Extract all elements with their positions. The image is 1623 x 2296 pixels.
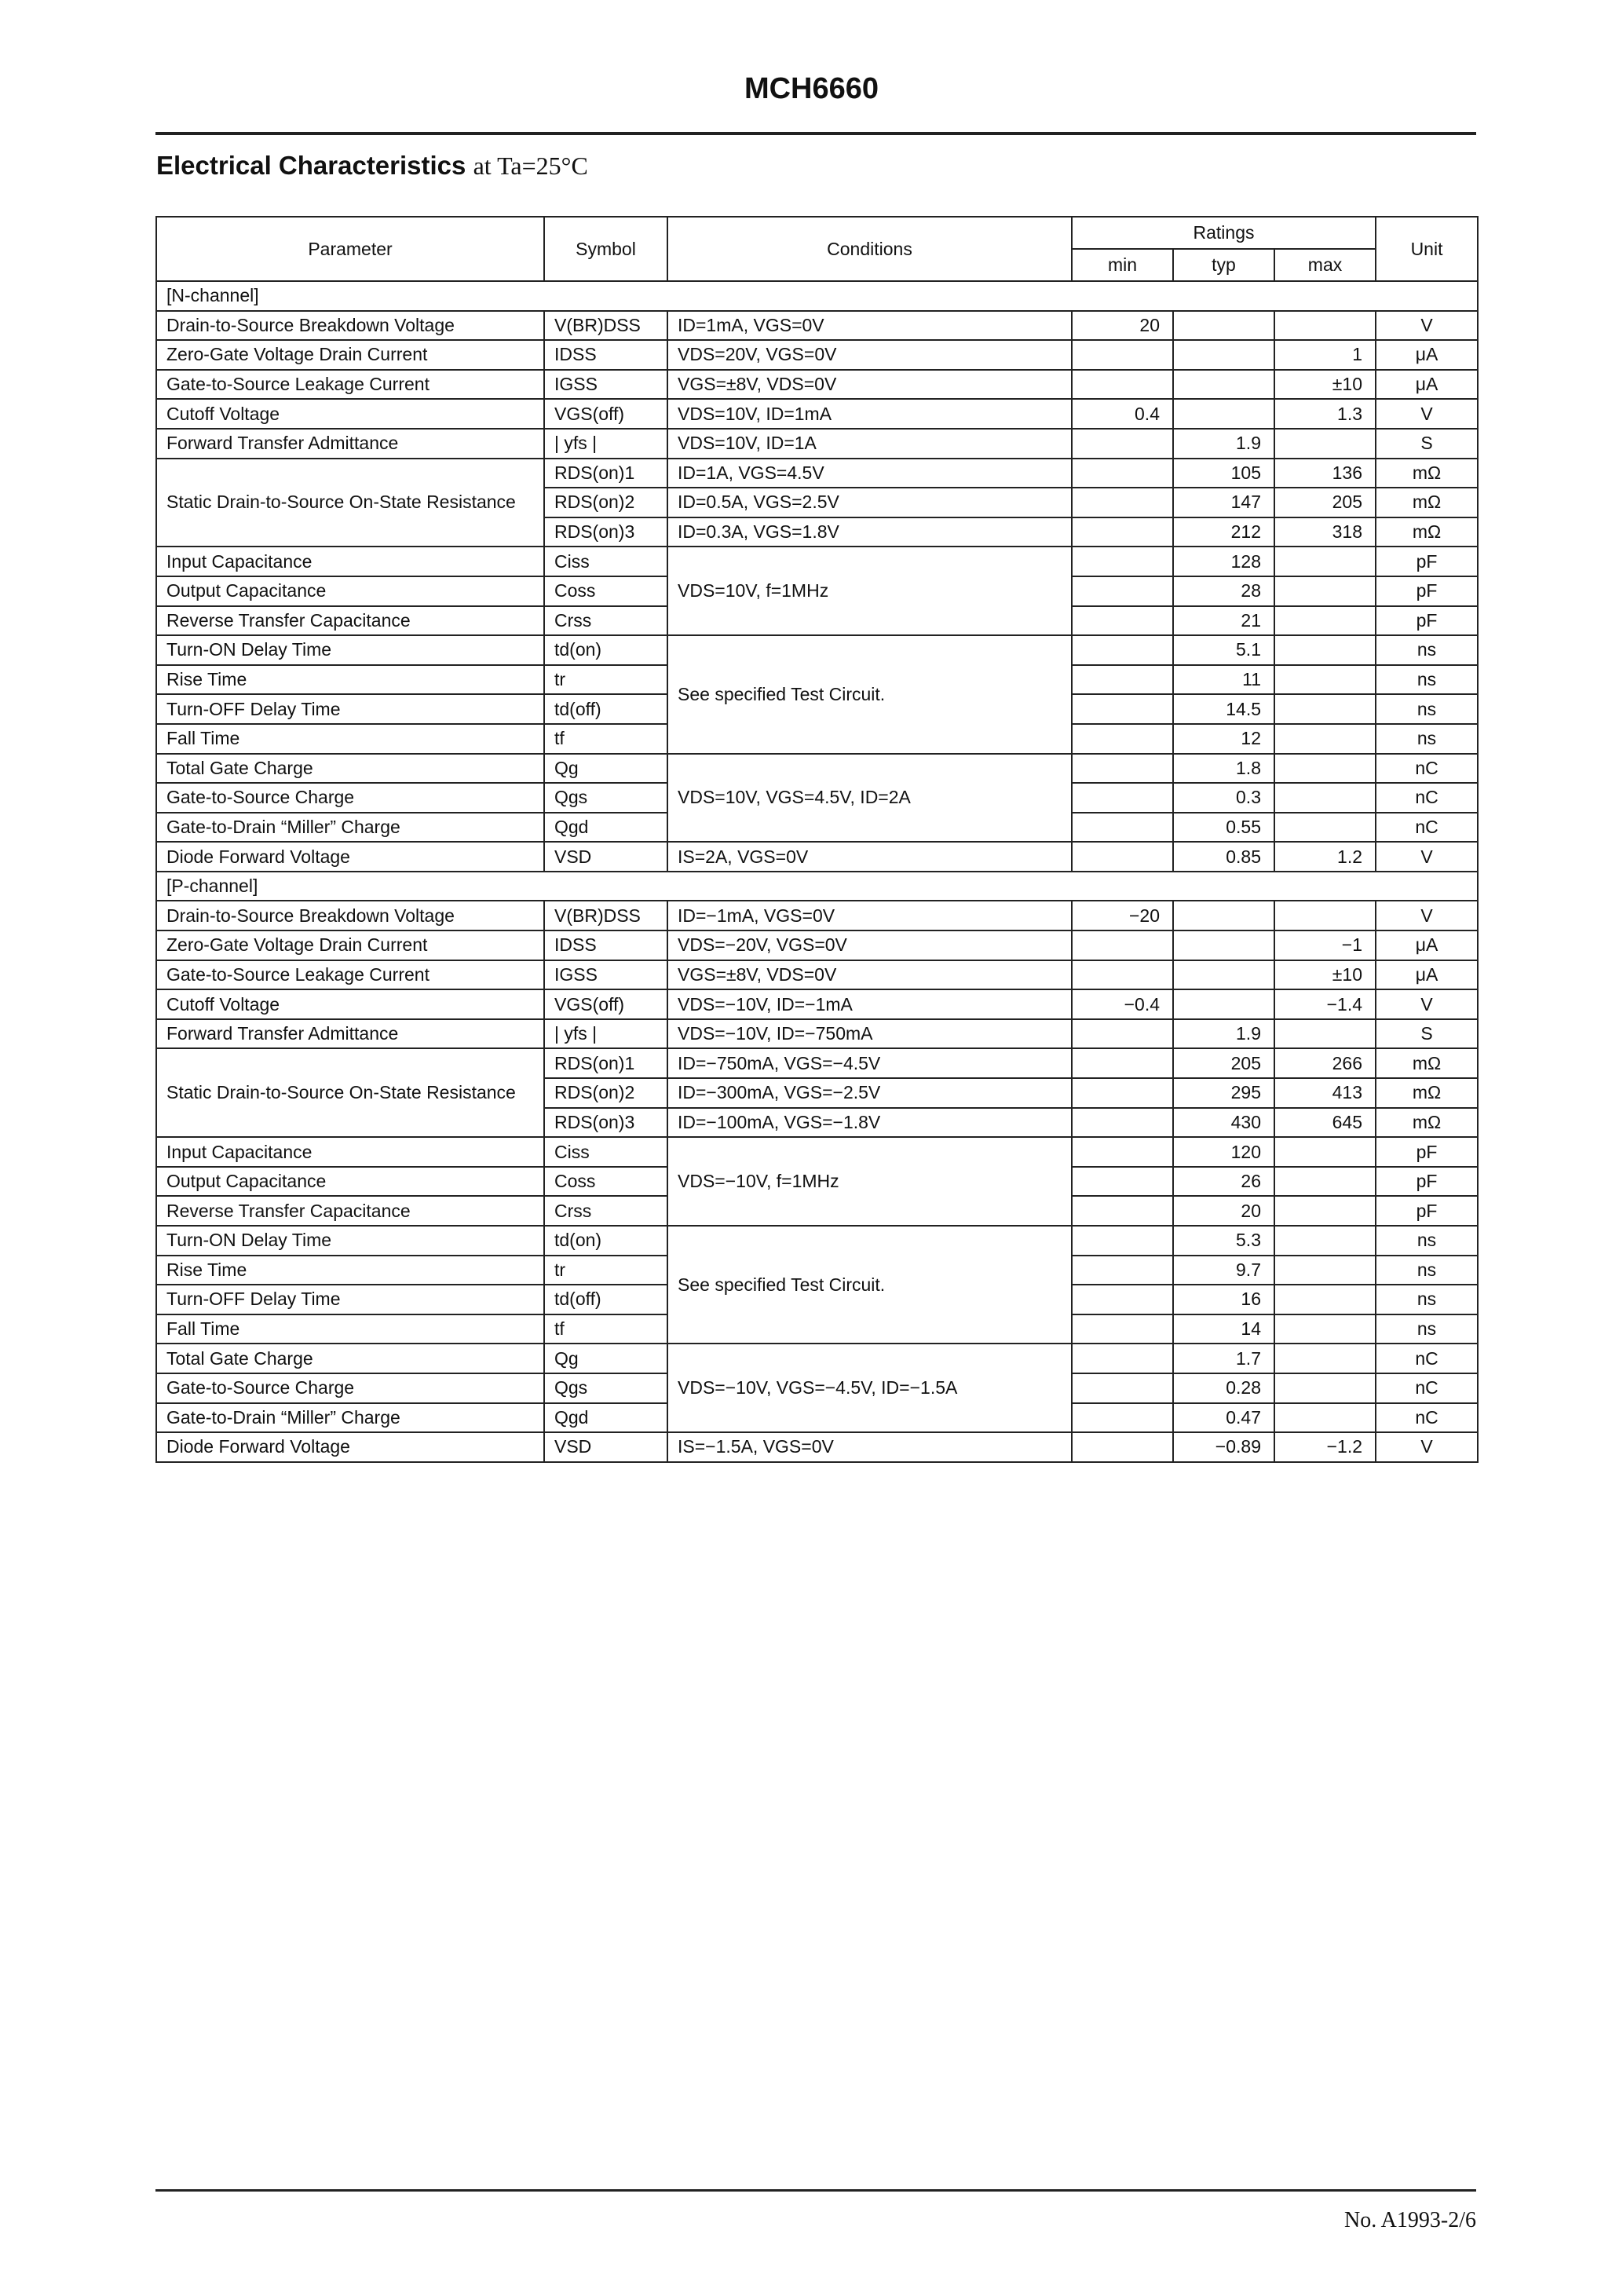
cell-parameter: Gate-to-Drain “Miller” Charge xyxy=(156,813,544,843)
table-row xyxy=(156,635,1478,665)
cell-max xyxy=(1274,665,1376,695)
cell-max xyxy=(1274,311,1376,341)
cell-max xyxy=(1274,1373,1376,1403)
header-parameter: Parameter xyxy=(156,217,544,281)
cell-max: 413 xyxy=(1274,1078,1376,1108)
cell-parameter: Zero-Gate Voltage Drain Current xyxy=(156,340,544,370)
cell-typ xyxy=(1173,340,1274,370)
cell-max xyxy=(1274,783,1376,813)
cell-symbol: td(on) xyxy=(544,635,667,665)
table-row xyxy=(156,340,1478,370)
table-row xyxy=(156,930,1478,960)
cell-min xyxy=(1072,960,1173,990)
cell-conditions: VDS=−10V, VGS=−4.5V, ID=−1.5A xyxy=(667,1344,1072,1432)
table-row xyxy=(156,399,1478,429)
table-row xyxy=(156,547,1478,576)
table-row xyxy=(156,901,1478,930)
table-row xyxy=(156,1432,1478,1462)
cell-max xyxy=(1274,1019,1376,1049)
cell-unit: mΩ xyxy=(1376,1048,1478,1078)
cell-unit: V xyxy=(1376,1432,1478,1462)
cell-typ: 1.9 xyxy=(1173,1019,1274,1049)
header-max: max xyxy=(1274,249,1376,281)
cell-typ: 9.7 xyxy=(1173,1256,1274,1285)
cell-max: −1.2 xyxy=(1274,1432,1376,1462)
cell-symbol: VSD xyxy=(544,842,667,872)
cell-typ: 147 xyxy=(1173,488,1274,517)
cell-min: 0.4 xyxy=(1072,399,1173,429)
cell-typ xyxy=(1173,311,1274,341)
cell-min xyxy=(1072,694,1173,724)
cell-typ: −0.89 xyxy=(1173,1432,1274,1462)
cell-min xyxy=(1072,1314,1173,1344)
cell-min xyxy=(1072,754,1173,784)
cell-min xyxy=(1072,1167,1173,1197)
cell-symbol: Coss xyxy=(544,1167,667,1197)
table-row xyxy=(156,311,1478,341)
cell-max xyxy=(1274,576,1376,606)
cell-unit: V xyxy=(1376,842,1478,872)
cell-conditions: ID=−300mA, VGS=−2.5V xyxy=(667,1078,1072,1108)
section-label: [N-channel] xyxy=(156,281,1478,311)
cell-max xyxy=(1274,694,1376,724)
cell-max xyxy=(1274,635,1376,665)
cell-parameter: Gate-to-Source Charge xyxy=(156,783,544,813)
table-row xyxy=(156,960,1478,990)
cell-unit: S xyxy=(1376,1019,1478,1049)
cell-parameter: Fall Time xyxy=(156,724,544,754)
cell-max: 318 xyxy=(1274,517,1376,547)
cell-typ: 0.3 xyxy=(1173,783,1274,813)
table-row xyxy=(156,370,1478,400)
cell-parameter: Rise Time xyxy=(156,1256,544,1285)
cell-unit: pF xyxy=(1376,606,1478,636)
cell-min xyxy=(1072,1196,1173,1226)
section-row xyxy=(156,281,1478,311)
cell-conditions: IS=2A, VGS=0V xyxy=(667,842,1072,872)
table-body xyxy=(156,281,1478,1462)
cell-max xyxy=(1274,1314,1376,1344)
cell-min: 20 xyxy=(1072,311,1173,341)
header-typ: typ xyxy=(1173,249,1274,281)
cell-parameter: Static Drain-to-Source On-State Resistance xyxy=(156,459,544,547)
cell-symbol: IDSS xyxy=(544,340,667,370)
cell-conditions: VDS=10V, ID=1mA xyxy=(667,399,1072,429)
cell-symbol: | yfs | xyxy=(544,429,667,459)
cell-symbol: Crss xyxy=(544,606,667,636)
table-row xyxy=(156,429,1478,459)
cell-symbol: IDSS xyxy=(544,930,667,960)
cell-parameter: Turn-ON Delay Time xyxy=(156,635,544,665)
cell-symbol: tf xyxy=(544,1314,667,1344)
cell-min xyxy=(1072,1344,1173,1373)
cell-parameter: Total Gate Charge xyxy=(156,1344,544,1373)
cell-unit: mΩ xyxy=(1376,1108,1478,1138)
cell-typ: 11 xyxy=(1173,665,1274,695)
cell-typ: 105 xyxy=(1173,459,1274,488)
cell-min xyxy=(1072,1256,1173,1285)
cell-unit: μA xyxy=(1376,960,1478,990)
cell-unit: pF xyxy=(1376,1137,1478,1167)
cell-symbol: Qg xyxy=(544,754,667,784)
cell-symbol: RDS(on)2 xyxy=(544,488,667,517)
cell-parameter: Static Drain-to-Source On-State Resistance xyxy=(156,1048,544,1137)
cell-max xyxy=(1274,1196,1376,1226)
cell-symbol: Qg xyxy=(544,1344,667,1373)
cell-unit: pF xyxy=(1376,1196,1478,1226)
cell-symbol: td(off) xyxy=(544,1285,667,1314)
cell-min xyxy=(1072,576,1173,606)
cell-parameter: Total Gate Charge xyxy=(156,754,544,784)
cell-conditions: VDS=10V, VGS=4.5V, ID=2A xyxy=(667,754,1072,843)
cell-conditions: VDS=10V, f=1MHz xyxy=(667,547,1072,635)
cell-conditions: ID=−750mA, VGS=−4.5V xyxy=(667,1048,1072,1078)
cell-typ xyxy=(1173,901,1274,930)
cell-max xyxy=(1274,901,1376,930)
cell-max xyxy=(1274,547,1376,576)
cell-unit: mΩ xyxy=(1376,488,1478,517)
header-ratings: Ratings xyxy=(1072,217,1376,249)
cell-typ: 0.55 xyxy=(1173,813,1274,843)
table-header xyxy=(156,217,1478,281)
cell-min xyxy=(1072,724,1173,754)
cell-min xyxy=(1072,813,1173,843)
cell-min xyxy=(1072,1285,1173,1314)
section-label: [P-channel] xyxy=(156,872,1478,901)
cell-parameter: Diode Forward Voltage xyxy=(156,842,544,872)
cell-parameter: Input Capacitance xyxy=(156,547,544,576)
cell-symbol: td(on) xyxy=(544,1226,667,1256)
cell-parameter: Cutoff Voltage xyxy=(156,399,544,429)
electrical-characteristics-table xyxy=(155,216,1479,1463)
cell-symbol: RDS(on)3 xyxy=(544,1108,667,1138)
table-row xyxy=(156,842,1478,872)
cell-min xyxy=(1072,1373,1173,1403)
cell-typ: 5.3 xyxy=(1173,1226,1274,1256)
section-heading xyxy=(156,151,588,181)
cell-conditions: VGS=±8V, VDS=0V xyxy=(667,370,1072,400)
cell-min xyxy=(1072,340,1173,370)
cell-symbol: RDS(on)1 xyxy=(544,1048,667,1078)
cell-max: 266 xyxy=(1274,1048,1376,1078)
cell-symbol: V(BR)DSS xyxy=(544,311,667,341)
cell-max: 645 xyxy=(1274,1108,1376,1138)
cell-symbol: td(off) xyxy=(544,694,667,724)
cell-typ: 14 xyxy=(1173,1314,1274,1344)
cell-symbol: RDS(on)1 xyxy=(544,459,667,488)
header-conditions: Conditions xyxy=(667,217,1072,281)
cell-parameter: Gate-to-Source Charge xyxy=(156,1373,544,1403)
cell-min xyxy=(1072,1432,1173,1462)
cell-conditions: VGS=±8V, VDS=0V xyxy=(667,960,1072,990)
cell-unit: nC xyxy=(1376,1344,1478,1373)
cell-max: 1 xyxy=(1274,340,1376,370)
cell-unit: ns xyxy=(1376,1256,1478,1285)
cell-unit: ns xyxy=(1376,1314,1478,1344)
cell-typ xyxy=(1173,370,1274,400)
cell-conditions: VDS=20V, VGS=0V xyxy=(667,340,1072,370)
table-row xyxy=(156,1019,1478,1049)
cell-unit: ns xyxy=(1376,1285,1478,1314)
cell-symbol: Crss xyxy=(544,1196,667,1226)
cell-max xyxy=(1274,754,1376,784)
header-symbol: Symbol xyxy=(544,217,667,281)
cell-parameter: Gate-to-Drain “Miller” Charge xyxy=(156,1403,544,1433)
cell-parameter: Drain-to-Source Breakdown Voltage xyxy=(156,311,544,341)
cell-conditions: IS=−1.5A, VGS=0V xyxy=(667,1432,1072,1462)
cell-min xyxy=(1072,429,1173,459)
cell-symbol: IGSS xyxy=(544,960,667,990)
section-heading-bold: Electrical Characteristics xyxy=(156,151,466,180)
cell-typ: 28 xyxy=(1173,576,1274,606)
cell-max xyxy=(1274,1403,1376,1433)
cell-unit: μA xyxy=(1376,340,1478,370)
cell-unit: ns xyxy=(1376,1226,1478,1256)
cell-parameter: Forward Transfer Admittance xyxy=(156,1019,544,1049)
cell-symbol: tr xyxy=(544,665,667,695)
cell-conditions: See specified Test Circuit. xyxy=(667,1226,1072,1344)
cell-min xyxy=(1072,517,1173,547)
cell-unit: mΩ xyxy=(1376,517,1478,547)
cell-parameter: Turn-ON Delay Time xyxy=(156,1226,544,1256)
cell-typ: 128 xyxy=(1173,547,1274,576)
cell-unit: V xyxy=(1376,311,1478,341)
cell-min: −0.4 xyxy=(1072,989,1173,1019)
cell-symbol: tr xyxy=(544,1256,667,1285)
cell-unit: nC xyxy=(1376,783,1478,813)
cell-max xyxy=(1274,1344,1376,1373)
cell-conditions: VDS=10V, ID=1A xyxy=(667,429,1072,459)
cell-unit: pF xyxy=(1376,1167,1478,1197)
cell-typ: 0.28 xyxy=(1173,1373,1274,1403)
cell-unit: μA xyxy=(1376,370,1478,400)
cell-min xyxy=(1072,606,1173,636)
cell-parameter: Forward Transfer Admittance xyxy=(156,429,544,459)
cell-symbol: Ciss xyxy=(544,1137,667,1167)
cell-max xyxy=(1274,1256,1376,1285)
cell-typ: 26 xyxy=(1173,1167,1274,1197)
cell-symbol: Ciss xyxy=(544,547,667,576)
cell-max: −1.4 xyxy=(1274,989,1376,1019)
cell-unit: ns xyxy=(1376,724,1478,754)
cell-min xyxy=(1072,1019,1173,1049)
cell-min xyxy=(1072,370,1173,400)
cell-symbol: tf xyxy=(544,724,667,754)
cell-typ xyxy=(1173,930,1274,960)
cell-typ: 0.85 xyxy=(1173,842,1274,872)
table-row xyxy=(156,1344,1478,1373)
table-row xyxy=(156,459,1478,488)
cell-symbol: VGS(off) xyxy=(544,989,667,1019)
table-row xyxy=(156,989,1478,1019)
cell-typ: 120 xyxy=(1173,1137,1274,1167)
cell-conditions: ID=−1mA, VGS=0V xyxy=(667,901,1072,930)
cell-typ: 1.7 xyxy=(1173,1344,1274,1373)
cell-max xyxy=(1274,1285,1376,1314)
cell-conditions: See specified Test Circuit. xyxy=(667,635,1072,753)
cell-min xyxy=(1072,547,1173,576)
cell-max: 205 xyxy=(1274,488,1376,517)
cell-min xyxy=(1072,1226,1173,1256)
cell-unit: V xyxy=(1376,399,1478,429)
cell-max xyxy=(1274,1137,1376,1167)
cell-min xyxy=(1072,783,1173,813)
cell-min xyxy=(1072,930,1173,960)
cell-min xyxy=(1072,1403,1173,1433)
cell-min xyxy=(1072,1048,1173,1078)
cell-unit: ns xyxy=(1376,665,1478,695)
cell-unit: nC xyxy=(1376,1403,1478,1433)
cell-min xyxy=(1072,459,1173,488)
cell-typ: 5.1 xyxy=(1173,635,1274,665)
cell-unit: mΩ xyxy=(1376,1078,1478,1108)
table-row xyxy=(156,1226,1478,1256)
cell-typ xyxy=(1173,989,1274,1019)
cell-min xyxy=(1072,1078,1173,1108)
cell-max: ±10 xyxy=(1274,370,1376,400)
cell-conditions: VDS=−20V, VGS=0V xyxy=(667,930,1072,960)
cell-typ: 1.8 xyxy=(1173,754,1274,784)
cell-max xyxy=(1274,429,1376,459)
cell-min xyxy=(1072,488,1173,517)
cell-symbol: V(BR)DSS xyxy=(544,901,667,930)
header-min: min xyxy=(1072,249,1173,281)
cell-symbol: RDS(on)3 xyxy=(544,517,667,547)
cell-symbol: VGS(off) xyxy=(544,399,667,429)
cell-conditions: ID=0.3A, VGS=1.8V xyxy=(667,517,1072,547)
cell-conditions: VDS=−10V, ID=−1mA xyxy=(667,989,1072,1019)
cell-typ xyxy=(1173,399,1274,429)
cell-min xyxy=(1072,842,1173,872)
cell-min xyxy=(1072,1108,1173,1138)
cell-max xyxy=(1274,813,1376,843)
section-row xyxy=(156,872,1478,901)
cell-unit: pF xyxy=(1376,576,1478,606)
cell-symbol: Qgs xyxy=(544,1373,667,1403)
cell-parameter: Output Capacitance xyxy=(156,576,544,606)
document-title: MCH6660 xyxy=(744,72,879,105)
cell-typ xyxy=(1173,960,1274,990)
cell-max xyxy=(1274,724,1376,754)
cell-min xyxy=(1072,1137,1173,1167)
cell-typ: 20 xyxy=(1173,1196,1274,1226)
cell-conditions: ID=1mA, VGS=0V xyxy=(667,311,1072,341)
cell-conditions: ID=0.5A, VGS=2.5V xyxy=(667,488,1072,517)
cell-parameter: Rise Time xyxy=(156,665,544,695)
cell-parameter: Turn-OFF Delay Time xyxy=(156,1285,544,1314)
cell-parameter: Input Capacitance xyxy=(156,1137,544,1167)
cell-typ: 1.9 xyxy=(1173,429,1274,459)
cell-unit: V xyxy=(1376,989,1478,1019)
cell-typ: 16 xyxy=(1173,1285,1274,1314)
cell-parameter: Zero-Gate Voltage Drain Current xyxy=(156,930,544,960)
cell-parameter: Reverse Transfer Capacitance xyxy=(156,606,544,636)
cell-max: −1 xyxy=(1274,930,1376,960)
cell-max xyxy=(1274,606,1376,636)
table-row xyxy=(156,754,1478,784)
cell-symbol: Qgd xyxy=(544,813,667,843)
cell-min: −20 xyxy=(1072,901,1173,930)
cell-unit: ns xyxy=(1376,635,1478,665)
cell-conditions: VDS=−10V, ID=−750mA xyxy=(667,1019,1072,1049)
cell-typ: 212 xyxy=(1173,517,1274,547)
cell-conditions: ID=−100mA, VGS=−1.8V xyxy=(667,1108,1072,1138)
cell-parameter: Fall Time xyxy=(156,1314,544,1344)
cell-unit: nC xyxy=(1376,1373,1478,1403)
footer-rule xyxy=(155,2189,1476,2192)
cell-symbol: Coss xyxy=(544,576,667,606)
table-row xyxy=(156,1137,1478,1167)
cell-unit: nC xyxy=(1376,813,1478,843)
cell-parameter: Drain-to-Source Breakdown Voltage xyxy=(156,901,544,930)
cell-unit: μA xyxy=(1376,930,1478,960)
cell-min xyxy=(1072,665,1173,695)
cell-parameter: Output Capacitance xyxy=(156,1167,544,1197)
cell-symbol: | yfs | xyxy=(544,1019,667,1049)
cell-typ: 295 xyxy=(1173,1078,1274,1108)
document-number: No. A1993-2/6 xyxy=(1344,2208,1476,2232)
table-row xyxy=(156,1048,1478,1078)
cell-parameter: Cutoff Voltage xyxy=(156,989,544,1019)
cell-max: 136 xyxy=(1274,459,1376,488)
cell-parameter: Diode Forward Voltage xyxy=(156,1432,544,1462)
cell-symbol: Qgd xyxy=(544,1403,667,1433)
header-unit: Unit xyxy=(1376,217,1478,281)
cell-parameter: Reverse Transfer Capacitance xyxy=(156,1196,544,1226)
cell-typ: 430 xyxy=(1173,1108,1274,1138)
header-rule xyxy=(155,132,1476,135)
cell-min xyxy=(1072,635,1173,665)
cell-unit: ns xyxy=(1376,694,1478,724)
cell-symbol: RDS(on)2 xyxy=(544,1078,667,1108)
cell-typ: 205 xyxy=(1173,1048,1274,1078)
cell-typ: 0.47 xyxy=(1173,1403,1274,1433)
cell-unit: V xyxy=(1376,901,1478,930)
cell-symbol: IGSS xyxy=(544,370,667,400)
cell-conditions: VDS=−10V, f=1MHz xyxy=(667,1137,1072,1226)
cell-parameter: Gate-to-Source Leakage Current xyxy=(156,370,544,400)
cell-max xyxy=(1274,1167,1376,1197)
cell-symbol: Qgs xyxy=(544,783,667,813)
cell-unit: S xyxy=(1376,429,1478,459)
cell-typ: 14.5 xyxy=(1173,694,1274,724)
cell-max xyxy=(1274,1226,1376,1256)
cell-symbol: VSD xyxy=(544,1432,667,1462)
cell-unit: mΩ xyxy=(1376,459,1478,488)
cell-typ: 21 xyxy=(1173,606,1274,636)
cell-parameter: Gate-to-Source Leakage Current xyxy=(156,960,544,990)
cell-unit: nC xyxy=(1376,754,1478,784)
cell-max: 1.2 xyxy=(1274,842,1376,872)
cell-max: ±10 xyxy=(1274,960,1376,990)
section-heading-condition: at Ta=25°C xyxy=(473,152,588,180)
cell-parameter: Turn-OFF Delay Time xyxy=(156,694,544,724)
cell-max: 1.3 xyxy=(1274,399,1376,429)
cell-typ: 12 xyxy=(1173,724,1274,754)
cell-unit: pF xyxy=(1376,547,1478,576)
cell-conditions: ID=1A, VGS=4.5V xyxy=(667,459,1072,488)
